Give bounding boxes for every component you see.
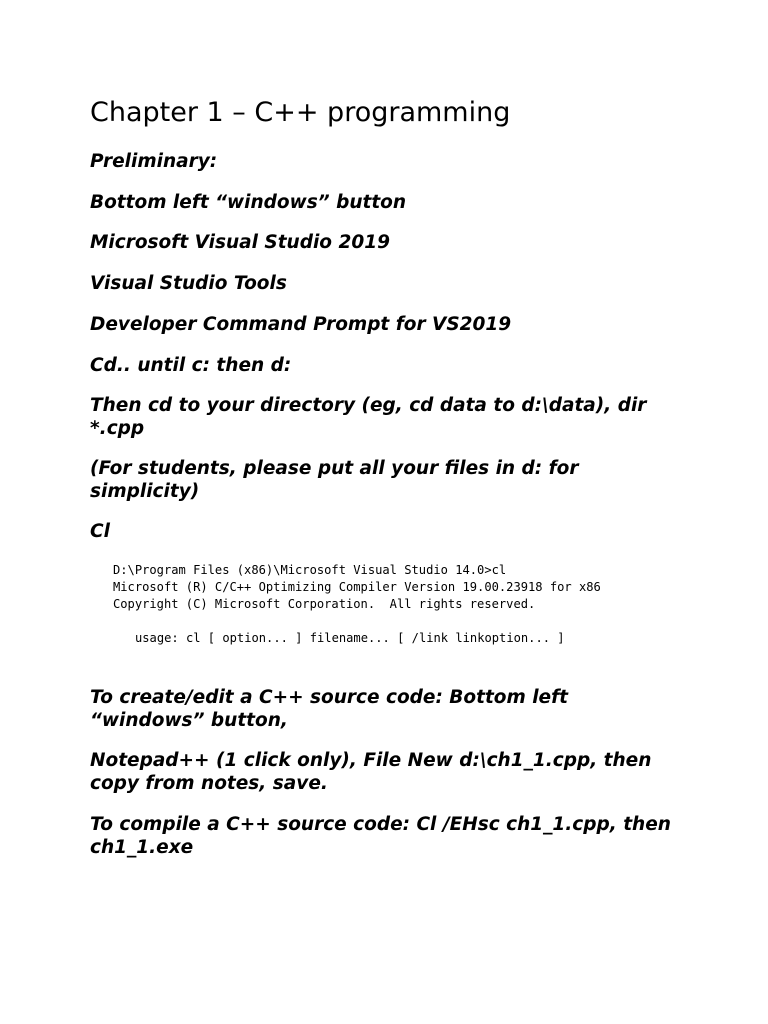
paragraph-cd-drive: Cd.. until c: then d: bbox=[90, 355, 292, 376]
console-line: Microsoft (R) C/C++ Optimizing Compiler Version 19.00.23918 for x86 bbox=[113, 580, 601, 594]
paragraph-notepad: Notepad++ (1 click only), File New d:\ch1_1.cpp, then copy from notes, save. bbox=[90, 750, 652, 794]
paragraph-create-edit: To create/edit a C++ source code: Bottom left “windows” button, bbox=[90, 687, 568, 731]
paragraph-vs-tools: Visual Studio Tools bbox=[90, 273, 287, 294]
paragraph-dev-command-prompt: Developer Command Prompt for VS2019 bbox=[90, 314, 512, 335]
paragraph-students-note: (For students, please put all your files in d: for simplicity) bbox=[90, 458, 579, 502]
console-usage-text: usage: cl [ option... ] filename... [ /link linkoption... ] bbox=[135, 631, 565, 645]
paragraph-cd-directory: Then cd to your directory (eg, cd data to d:\data), dir *.cpp bbox=[90, 395, 647, 439]
console-output bbox=[113, 562, 601, 647]
paragraph-windows-button: Bottom left “windows” button bbox=[90, 192, 407, 213]
page-title: Chapter 1 – C++ programming bbox=[90, 97, 511, 128]
console-line: D:\Program Files (x86)\Microsoft Visual Studio 14.0>cl bbox=[113, 563, 507, 577]
paragraph-visual-studio: Microsoft Visual Studio 2019 bbox=[90, 232, 390, 253]
paragraph-compile: To compile a C++ source code: Cl /EHsc ch1_1.cpp, then ch1_1.exe bbox=[90, 814, 671, 858]
console-line: Copyright (C) Microsoft Corporation. All rights reserved. bbox=[113, 597, 536, 611]
console-usage-line bbox=[113, 630, 601, 647]
console-blank-line bbox=[113, 613, 601, 630]
paragraph-preliminary: Preliminary: bbox=[90, 151, 218, 172]
paragraph-cl: Cl bbox=[90, 521, 110, 542]
